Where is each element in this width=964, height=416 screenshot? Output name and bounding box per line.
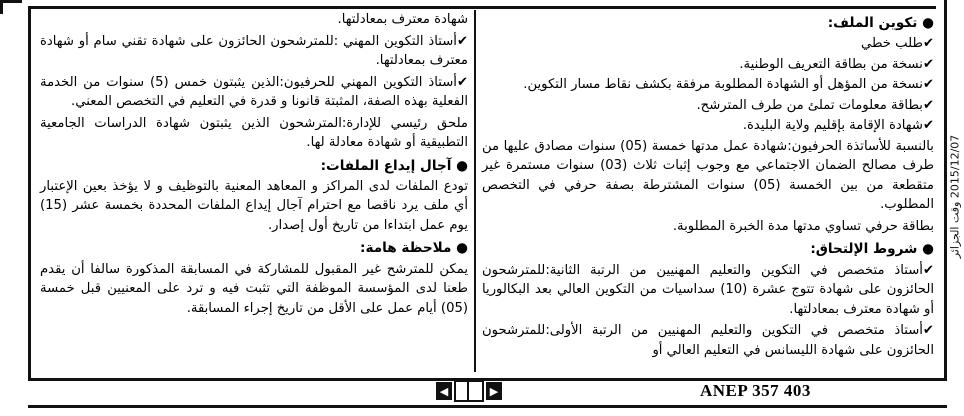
paragraph-craftsmen-teachers: بالنسبة للأساتذة الحرفيون:شهادة عمل مدتها خمسة (05) سنوات مصادق عليها من طرف مصالح الضمان الاجتماعي مع وجوب إثبات ثلاث (03) سنوات مستمرة غير متقطعة من بين الخمسة (05) سنوات المشترطة بصفة حرفي في التخصص المطلوب. [482, 138, 934, 213]
anep-reference: ANEP 357 403 [700, 381, 811, 400]
paragraph-principal-attache: ملحق رئيسي للإدارة:المترشحون الذين يثبتون شهادة الدراسات الجامعية التطبيقية أو شهادة معادلة لها. [40, 115, 468, 151]
paragraph-craftsman-card: بطاقة حرفي تساوي مدتها مدة الخبرة المطلوبة. [672, 218, 934, 234]
paragraph-rank-one: ✔أستاذ متخصص في التكوين والتعليم المهنيين من الرتبة الأولى:للمترشحون الحائزون على شهادة الليسانس في التعليم العالي أو [482, 323, 934, 358]
paragraph-vocational-teacher-craftsmen: ✔أستاذ التكوين المهني للحرفيون:الذين يثبتون خمس (5) سنوات من الخدمة الفعلية بهذه الصفة، المثبتة قانونا و قدرة في التعليم في التخصص المعني. [40, 74, 469, 110]
section-heading-admission-conditions: ● شروط الإلتحاق: [810, 241, 934, 258]
list-item: ✔نسخة من المؤهل أو الشهادة المطلوبة مرفقة بكشف نقاط مسار التكوين. [523, 77, 934, 93]
paragraph-equivalent-certificate: شهادة معترف بمعادلتها. [337, 12, 468, 27]
publication-date: 2015/12/07 وقت الجزائر [948, 134, 962, 258]
side-date-strip [946, 0, 964, 392]
paragraph-rank-two: ✔أستاذ متخصص في التكوين والتعليم المهنيين من الرتبة الثانية:للمترشحون الحائزون على شهادة تتوج عشرة (10) سداسيات من التكوين العالي بعد البكالوريا أو شهادة معترف بمعادلتها. [482, 262, 935, 317]
list-item: ✔بطاقة معلومات تملئ من طرف المترشح. [696, 97, 934, 113]
section-heading-submission-deadlines: ● آجال إيداع الملفات: [320, 157, 468, 174]
column-divider-rule [474, 10, 476, 372]
frame-top-rule [28, 6, 936, 9]
paragraph-submission-deadline-details: تودع الملفات لدى المراكز و المعاهد المعنية بالتوظيف و لا يؤخذ بعين الإعتبار أي ملف يرد ناقصا مع احترام آجال إيداع الملفات المحددة بخمسة عشر (15) يوم عمل ابتداءا من تاريخ أول إصدار. [40, 178, 468, 233]
section-heading-important-note: ● ملاحظة هامة: [360, 240, 468, 257]
next-page-icon[interactable]: ▶ [486, 382, 502, 400]
section-heading-file-contents: ● تكوين الملف: [827, 15, 934, 31]
page-navigation[interactable] [436, 380, 502, 402]
corner-rule-left [0, 0, 3, 14]
corner-rule-top [0, 0, 22, 3]
paragraph-appeal-procedure: يمكن للمترشح غير المقبول للمشاركة في المسابقة المذكورة سالفا أن يقدم طعنا لدى المؤسسة الموظفة التي تثبت فيه و ترد على المعنيين قبل خمسة (05) أيام عمل على الأقل من تاريخ إجراء المسابقة. [40, 261, 468, 316]
article-column-left [40, 10, 468, 320]
list-item: ✔نسخة من بطاقة التعريف الوطنية. [739, 56, 934, 72]
frame-left-rule [28, 6, 31, 378]
article-column-right [482, 10, 934, 362]
paragraph-vocational-teacher: ✔أستاذ التكوين المهني :للمترشحون الحائزون على شهادة تقني سام أو شهادة معترف بمعادلتها. [40, 33, 468, 69]
list-item: ✔طلب خطي [860, 36, 934, 52]
book-icon [454, 380, 484, 402]
list-item: ✔شهادة الإقامة بإقليم ولاية البليدة. [742, 118, 934, 134]
previous-page-icon[interactable]: ◀ [436, 382, 452, 400]
